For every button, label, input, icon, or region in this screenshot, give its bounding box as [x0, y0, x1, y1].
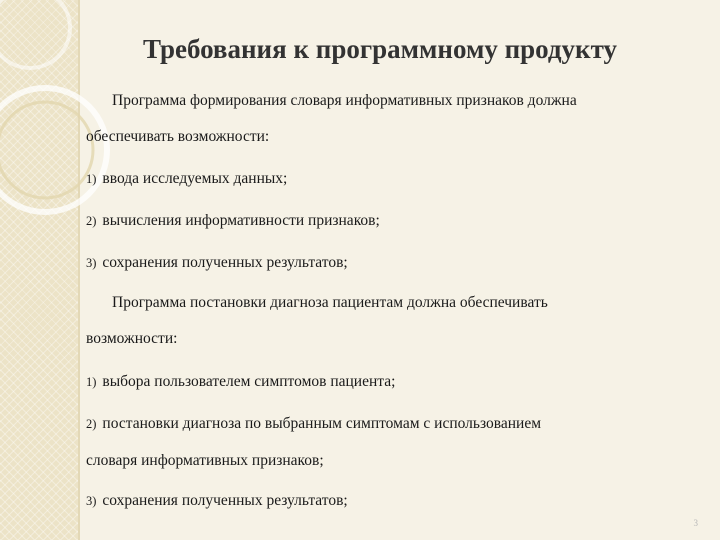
- list-item: [86, 415, 541, 433]
- page-number: 3: [693, 518, 698, 528]
- list-number: 1): [86, 375, 97, 389]
- list-item: [86, 492, 348, 510]
- list-number: 3): [86, 256, 97, 270]
- list-item-text: сохранения полученных результатов;: [102, 254, 348, 271]
- list-number: 2): [86, 417, 97, 431]
- list-item: [86, 170, 287, 188]
- slide-title: Требования к программному продукту: [142, 34, 618, 64]
- list-item: [86, 212, 380, 230]
- list-item-text: сохранения полученных результатов;: [102, 492, 348, 509]
- paragraph-2-line-2: возможности:: [86, 330, 178, 347]
- list-item-continuation: словаря информативных признаков;: [86, 452, 324, 469]
- list-number: 1): [86, 172, 97, 186]
- paragraph-2-line-1: Программа постановки диагноза пациентам должна обеспечивать: [112, 294, 548, 311]
- paragraph-1-line-2: обеспечивать возможности:: [86, 128, 270, 145]
- list-item-text: ввода исследуемых данных;: [102, 170, 288, 187]
- list-number: 3): [86, 494, 97, 508]
- list-item: [86, 254, 348, 272]
- list-item: [86, 373, 395, 391]
- list-item-text: вычисления информативности признаков;: [102, 212, 380, 229]
- paragraph-1-line-1: Программа формирования словаря информативных признаков должна: [112, 92, 577, 109]
- list-item-text: выбора пользователем симптомов пациента;: [102, 373, 396, 390]
- list-number: 2): [86, 214, 97, 228]
- list-item-text: постановки диагноза по выбранным симптомам с использованием: [102, 415, 542, 432]
